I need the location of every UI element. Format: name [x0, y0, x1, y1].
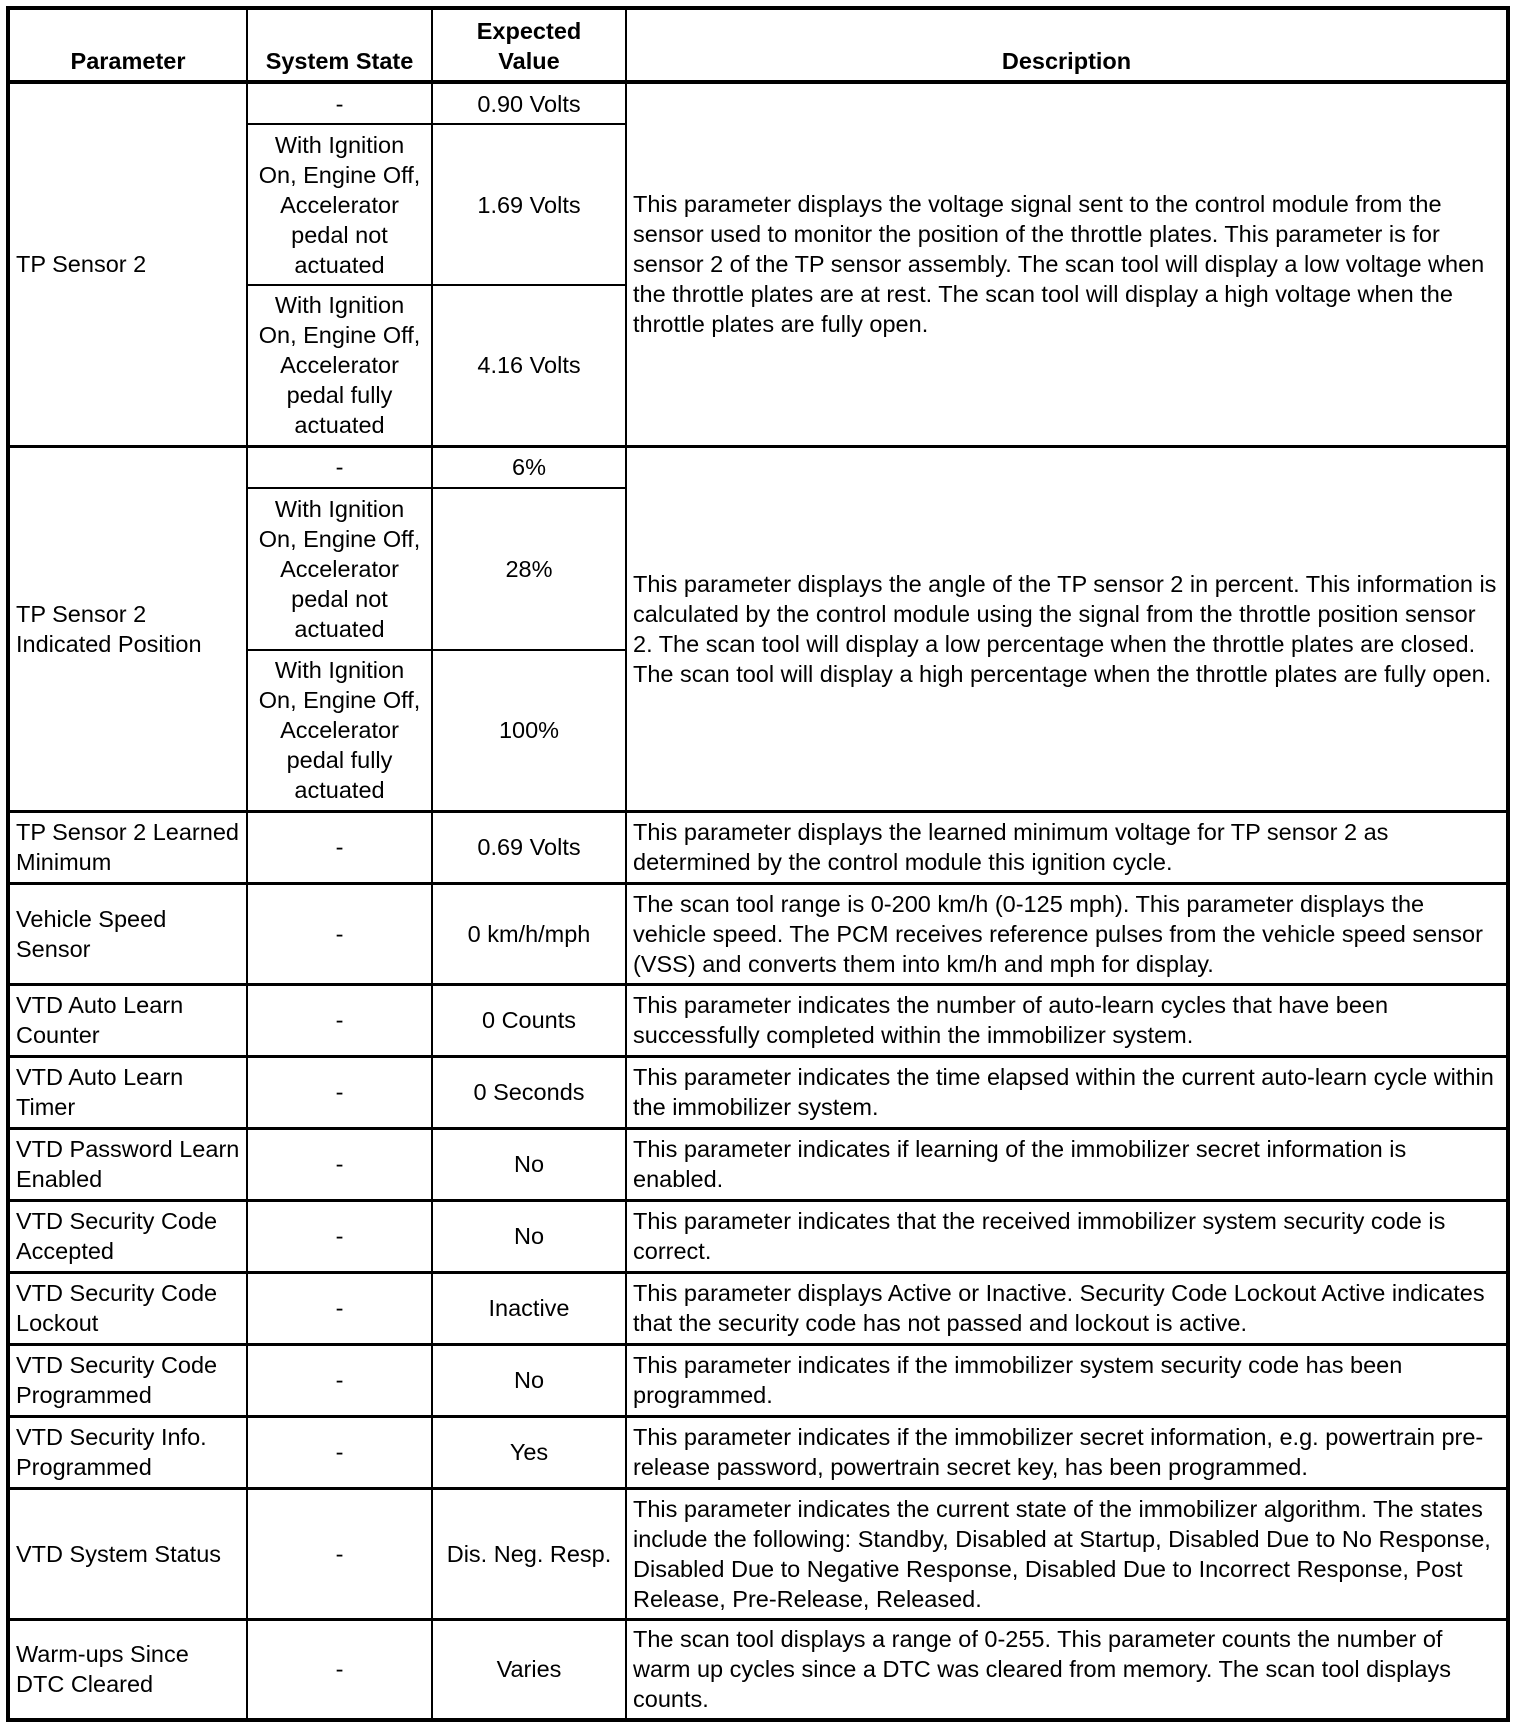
expected-value-cell: 0.90 Volts	[432, 82, 626, 124]
table-row	[8, 1272, 1508, 1344]
expected-value-cell: 1.69 Volts	[432, 124, 626, 285]
system-state-cell: With Ignition On, Engine Off, Accelerator pedal not actuated	[247, 488, 432, 650]
expected-value-cell: 28%	[432, 488, 626, 650]
header-system-state: System State	[247, 8, 432, 82]
system-state-cell: -	[247, 984, 432, 1056]
parameter-cell: Vehicle Speed Sensor	[8, 883, 247, 984]
parameter-cell: VTD Security Code Lockout	[8, 1272, 247, 1344]
parameter-cell: VTD Auto Learn Counter	[8, 984, 247, 1056]
description-cell: This parameter displays the angle of the TP sensor 2 in percent. This information is calculated by the control module using the signal from the throttle position sensor 2. The scan tool will display a low percentage when the throttle plates are closed. The scan tool will display a high percentage when the throttle plates are fully open.	[626, 446, 1508, 811]
expected-value-cell: 0 Seconds	[432, 1056, 626, 1128]
expected-value-cell: No	[432, 1128, 626, 1200]
system-state-cell: -	[247, 446, 432, 488]
parameter-cell: VTD System Status	[8, 1488, 247, 1619]
description-cell: This parameter displays Active or Inactive. Security Code Lockout Active indicates that the security code has not passed and lockout is active.	[626, 1272, 1508, 1344]
expected-value-cell: 100%	[432, 650, 626, 811]
table-row	[8, 984, 1508, 1056]
header-expected-value: Expected Value	[432, 8, 626, 82]
table-row	[8, 1488, 1508, 1619]
table-row	[8, 82, 1508, 124]
parameter-cell: VTD Security Code Programmed	[8, 1344, 247, 1416]
expected-value-cell: 0.69 Volts	[432, 811, 626, 883]
expected-value-cell: Yes	[432, 1416, 626, 1488]
expected-value-cell: 4.16 Volts	[432, 285, 626, 446]
system-state-cell: -	[247, 1272, 432, 1344]
table-row	[8, 446, 1508, 488]
description-cell: This parameter indicates the time elapsed within the current auto-learn cycle within the immobilizer system.	[626, 1056, 1508, 1128]
system-state-cell: -	[247, 811, 432, 883]
table-row	[8, 811, 1508, 883]
table-row	[8, 883, 1508, 984]
system-state-cell: -	[247, 1200, 432, 1272]
parameter-cell: TP Sensor 2 Indicated Position	[8, 446, 247, 811]
system-state-cell: -	[247, 82, 432, 124]
parameter-cell: VTD Auto Learn Timer	[8, 1056, 247, 1128]
system-state-cell: With Ignition On, Engine Off, Accelerator pedal fully actuated	[247, 285, 432, 446]
header-row	[8, 8, 1508, 82]
system-state-cell: -	[247, 1128, 432, 1200]
expected-value-cell: Varies	[432, 1619, 626, 1720]
description-cell: This parameter indicates the number of auto-learn cycles that have been successfully completed within the immobilizer system.	[626, 984, 1508, 1056]
parameter-cell: Warm-ups Since DTC Cleared	[8, 1619, 247, 1720]
expected-value-cell: 6%	[432, 446, 626, 488]
table-row	[8, 1200, 1508, 1272]
expected-value-cell: Dis. Neg. Resp.	[432, 1488, 626, 1619]
expected-value-cell: Inactive	[432, 1272, 626, 1344]
system-state-cell: -	[247, 1619, 432, 1720]
table-row	[8, 1416, 1508, 1488]
parameter-cell: VTD Password Learn Enabled	[8, 1128, 247, 1200]
description-cell: This parameter indicates if the immobilizer secret information, e.g. powertrain pre-release password, powertrain secret key, has been programmed.	[626, 1416, 1508, 1488]
expected-value-cell: 0 Counts	[432, 984, 626, 1056]
header-parameter: Parameter	[8, 8, 247, 82]
description-cell: This parameter displays the voltage signal sent to the control module from the sensor used to monitor the position of the throttle plates. This parameter is for sensor 2 of the TP sensor assembly. The scan tool will display a low voltage when the throttle plates are at rest. The scan tool will display a high voltage when the throttle plates are fully open.	[626, 82, 1508, 446]
expected-value-cell: No	[432, 1200, 626, 1272]
system-state-cell: -	[247, 1488, 432, 1619]
system-state-cell: With Ignition On, Engine Off, Accelerator pedal fully actuated	[247, 650, 432, 811]
table-row	[8, 1344, 1508, 1416]
system-state-cell: With Ignition On, Engine Off, Accelerator pedal not actuated	[247, 124, 432, 285]
parameter-cell: TP Sensor 2	[8, 82, 247, 446]
header-description: Description	[626, 8, 1508, 82]
system-state-cell: -	[247, 883, 432, 984]
description-cell: This parameter displays the learned minimum voltage for TP sensor 2 as determined by the control module this ignition cycle.	[626, 811, 1508, 883]
table-row	[8, 1619, 1508, 1720]
description-cell: The scan tool range is 0-200 km/h (0-125 mph). This parameter displays the vehicle speed. The PCM receives reference pulses from the vehicle speed sensor (VSS) and converts them into km/h and mph for display.	[626, 883, 1508, 984]
table-header	[8, 8, 1508, 82]
expected-value-cell: No	[432, 1344, 626, 1416]
parameter-cell: VTD Security Info. Programmed	[8, 1416, 247, 1488]
table-body	[8, 82, 1508, 1720]
description-cell: This parameter indicates that the received immobilizer system security code is correct.	[626, 1200, 1508, 1272]
description-cell: This parameter indicates if the immobilizer system security code has been programmed.	[626, 1344, 1508, 1416]
expected-value-cell: 0 km/h/mph	[432, 883, 626, 984]
system-state-cell: -	[247, 1344, 432, 1416]
system-state-cell: -	[247, 1416, 432, 1488]
parameter-cell: VTD Security Code Accepted	[8, 1200, 247, 1272]
parameter-table	[6, 6, 1510, 1722]
table-row	[8, 1128, 1508, 1200]
description-cell: This parameter indicates if learning of the immobilizer secret information is enabled.	[626, 1128, 1508, 1200]
system-state-cell: -	[247, 1056, 432, 1128]
table-row	[8, 1056, 1508, 1128]
description-cell: The scan tool displays a range of 0-255. This parameter counts the number of warm up cycles since a DTC was cleared from memory. The scan tool displays counts.	[626, 1619, 1508, 1720]
parameter-cell: TP Sensor 2 Learned Minimum	[8, 811, 247, 883]
description-cell: This parameter indicates the current state of the immobilizer algorithm. The states include the following: Standby, Disabled at Startup, Disabled Due to No Response, Disabled Due to Negative Response, Disabled Due to Incorrect Response, Post Release, Pre-Release, Released.	[626, 1488, 1508, 1619]
